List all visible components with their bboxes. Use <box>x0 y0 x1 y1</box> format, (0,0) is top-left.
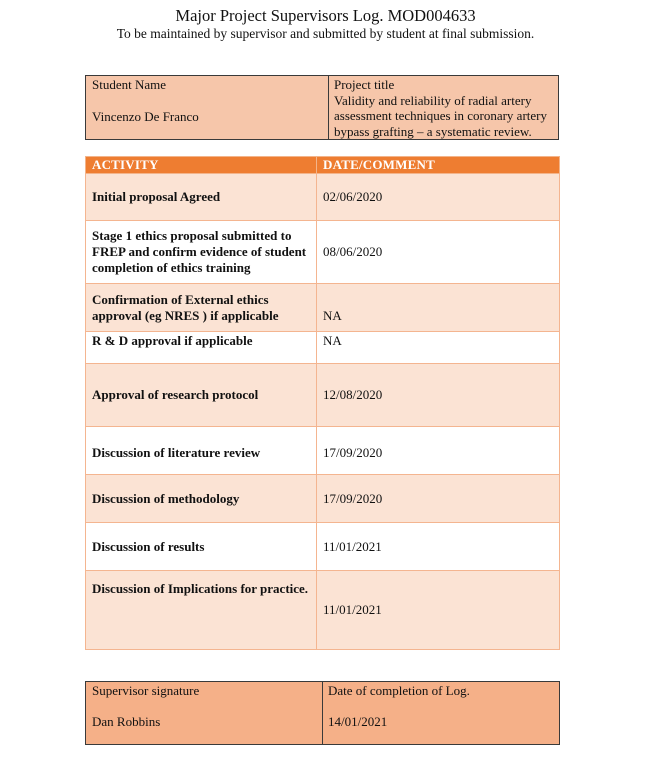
date-cell: 08/06/2020 <box>317 221 560 284</box>
completion-date-label: Date of completion of Log. <box>328 683 470 698</box>
activity-cell: Confirmation of External ethics approval (eg NRES ) if applicable <box>86 284 317 332</box>
activity-cell: Discussion of results <box>86 523 317 571</box>
project-cell <box>329 76 559 140</box>
activity-cell: Discussion of Implications for practice. <box>86 571 317 650</box>
table-row <box>86 174 560 221</box>
project-title-label: Project title <box>334 77 395 92</box>
activity-cell: R & D approval if applicable <box>86 332 317 364</box>
table-row <box>86 427 560 475</box>
date-cell: 11/01/2021 <box>317 523 560 571</box>
date-cell: 02/06/2020 <box>317 174 560 221</box>
supervisor-cell <box>86 682 323 745</box>
signature-table <box>85 681 560 745</box>
completion-cell <box>323 682 560 745</box>
table-row <box>86 364 560 427</box>
table-row <box>86 571 560 650</box>
activity-cell: Discussion of methodology <box>86 475 317 523</box>
activity-cell: Stage 1 ethics proposal submitted to FREP and confirm evidence of student completion of ethics training <box>86 221 317 284</box>
completion-date-value: 14/01/2021 <box>328 713 388 729</box>
student-name-value: Vincenzo De Franco <box>92 108 199 124</box>
date-cell: 17/09/2020 <box>317 475 560 523</box>
date-comment-header: DATE/COMMENT <box>317 157 560 174</box>
date-cell: NA <box>317 332 560 364</box>
student-cell <box>86 76 329 140</box>
table-row <box>86 523 560 571</box>
student-info-table <box>85 75 559 140</box>
project-title-value: Validity and reliability of radial artery assessment techniques in coronary artery bypass grafting – a systematic review. <box>334 92 547 139</box>
activity-cell: Initial proposal Agreed <box>86 174 317 221</box>
date-cell: 17/09/2020 <box>317 427 560 475</box>
activity-cell: Discussion of literature review <box>86 427 317 475</box>
table-row <box>86 284 560 332</box>
date-cell: 11/01/2021 <box>317 571 560 650</box>
table-row <box>86 221 560 284</box>
activity-table <box>85 156 560 650</box>
activity-header: ACTIVITY <box>86 157 317 174</box>
table-row <box>86 475 560 523</box>
table-row <box>86 332 560 364</box>
date-cell: NA <box>317 284 560 332</box>
activity-cell: Approval of research protocol <box>86 364 317 427</box>
document-title: Major Project Supervisors Log. MOD004633 <box>175 6 476 25</box>
date-cell: 12/08/2020 <box>317 364 560 427</box>
document-subtitle: To be maintained by supervisor and submitted by student at final submission. <box>116 26 535 41</box>
student-name-label: Student Name <box>92 77 167 92</box>
supervisor-name-value: Dan Robbins <box>92 713 161 729</box>
supervisor-signature-label: Supervisor signature <box>92 683 200 698</box>
